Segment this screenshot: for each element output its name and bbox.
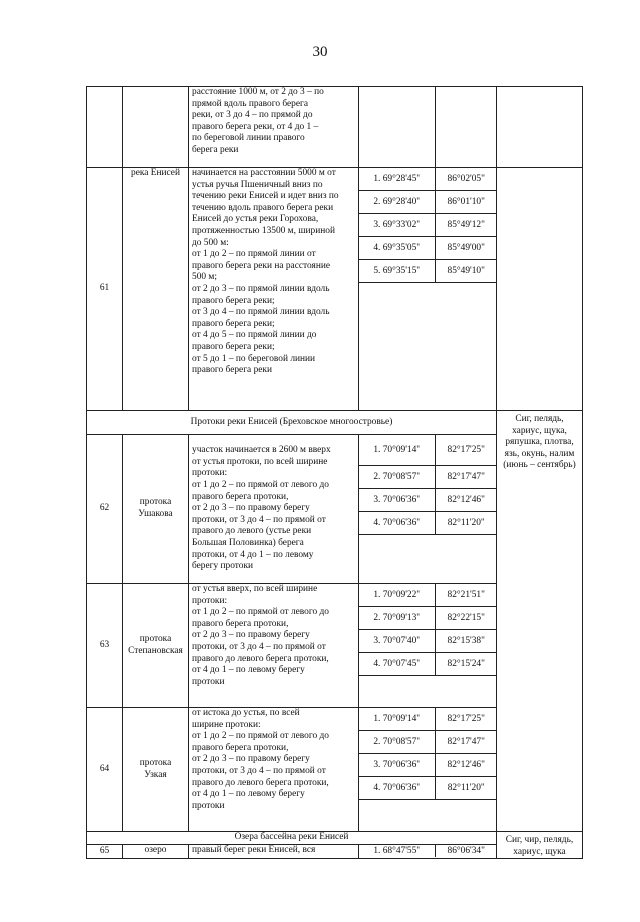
table-row-61 [87,168,583,411]
table-row-continuation [87,87,583,168]
water-body-name: река Енисей [123,168,189,411]
latitude: 1. 70°09'14" [359,435,435,466]
row-number: 64 [87,708,123,832]
longitude: 82°22'15" [435,607,497,630]
section-title: Протоки реки Енисей (Бреховское многоостровье) [87,411,497,435]
longitude: 82°15'38" [435,630,497,653]
area-description: от устья вверх, по всей ширине протоки: от 1 до 2 – по прямой от левого до правого берега протоки, от 2 до 3 – по правому берегу протоки, от 3 до 4 – по прямой от правого до левого берега протоки, от 4 до 1 – по левому берегу протоки [189,584,359,708]
row-number: 61 [87,168,123,411]
fish-species: Сиг, чир, пелядь, хариус, щука [497,832,583,859]
row-number: 65 [87,845,123,859]
page-number: 30 [312,44,328,60]
longitude: 86°01'10" [435,191,497,214]
row-number-cell [87,87,123,168]
row-number: 63 [87,584,123,708]
latitude: 2. 70°08'57" [359,466,435,489]
coordinates-cell [359,435,497,584]
longitude: 82°21'51" [435,584,497,607]
latitude: 1. 69°28'45" [359,168,435,191]
coordinates-cell [359,845,497,859]
water-body-name: протока Ушакова [123,435,189,584]
longitude: 82°17'47" [435,466,497,489]
area-description: участок начинается в 2600 м вверх от устья протоки, по всей ширине протоки: от 1 до 2 – по прямой от левого до правого берега протоки, от 2 до 3 – по правому берегу протоки, от 3 до 4 – по прямой от правого до левого (устье реки Большая Половинка) берега протоки, от 4 до 1 – по левому берегу протоки [189,435,359,584]
fishing-areas-table [86,86,583,859]
longitude: 85°49'12" [435,214,497,237]
fish-species-cell [497,87,583,168]
latitude: 3. 70°06'36" [359,754,435,777]
longitude: 85°49'10" [435,260,497,283]
section-header-row [87,832,583,845]
coordinates-cell [359,168,497,411]
longitude: 85°49'00" [435,237,497,260]
latitude: 4. 70°06'36" [359,777,435,800]
fish-species: Сиг, пелядь, хариус, щука, ряпушка, плотва, язь, окунь, налим (июнь – сентябрь) [497,411,583,832]
area-description: начинается на расстоянии 5000 м от устья ручья Пшеничный вниз по течению реки Енисей и идет вниз по течению вдоль правого берега реки Енисей до устья реки Горохова, протяженностью 13500 м, шириной до 500 м: от 1 до 2 – по прямой линии от правого берега реки на расстояние 500 м; от 2 до 3 – по прямой линии вдоль правого берега реки; от 3 до 4 – по прямой линии вдоль правого берега реки; от 4 до 5 – по прямой линии до правого берега реки; от 5 до 1 – по береговой линии правого берега реки [189,168,359,411]
latitude: 4. 70°07'45" [359,653,435,676]
latitude: 3. 69°33'02" [359,214,435,237]
longitude: 82°11'20" [435,777,497,800]
latitude: 2. 70°08'57" [359,731,435,754]
section-title: Озера бассейна реки Енисей [87,832,497,845]
longitude: 82°12'46" [435,489,497,512]
latitude: 5. 69°35'15" [359,260,435,283]
area-description: расстояние 1000 м, от 2 до 3 – по прямой вдоль правого берега реки, от 3 до 4 – по прямой до правого берега реки, от 4 до 1 – по береговой линии правого берега реки [189,87,359,168]
coordinates-cell [359,708,497,832]
longitude: 86°06'34" [447,846,485,857]
row-number: 62 [87,435,123,584]
latitude: 1. 70°09'14" [359,708,435,731]
longitude: 82°17'25" [435,435,497,466]
longitude: 82°12'46" [435,754,497,777]
water-body-name: протока Степановская [123,584,189,708]
longitude: 82°11'20" [435,512,497,535]
fish-species-cell [497,168,583,411]
water-body-name: протока Узкая [123,708,189,832]
area-description: от истока до устья, по всей ширине протоки: от 1 до 2 – по прямой от левого до правого берега протоки, от 2 до 3 – по правому берегу протоки, от 3 до 4 – по прямой от правого до левого берега протоки, от 4 до 1 – по левому берегу протоки [189,708,359,832]
longitude: 82°15'24" [435,653,497,676]
longitude: 82°17'47" [435,731,497,754]
coordinates-cell [359,87,497,168]
section-header-row [87,411,583,435]
longitude: 82°17'25" [435,708,497,731]
latitude: 2. 69°28'40" [359,191,435,214]
latitude: 1. 68°47'55" [359,845,435,857]
latitude: 1. 70°09'22" [359,584,435,607]
longitude: 86°02'05" [435,168,497,191]
water-body-cell [123,87,189,168]
latitude: 3. 70°06'36" [359,489,435,512]
latitude: 3. 70°07'40" [359,630,435,653]
water-body-name: озеро [123,845,189,859]
coordinates-cell [359,584,497,708]
latitude: 2. 70°09'13" [359,607,435,630]
area-description: правый берег реки Енисей, вся [189,845,359,859]
latitude: 4. 70°06'36" [359,512,435,535]
latitude: 4. 69°35'05" [359,237,435,260]
